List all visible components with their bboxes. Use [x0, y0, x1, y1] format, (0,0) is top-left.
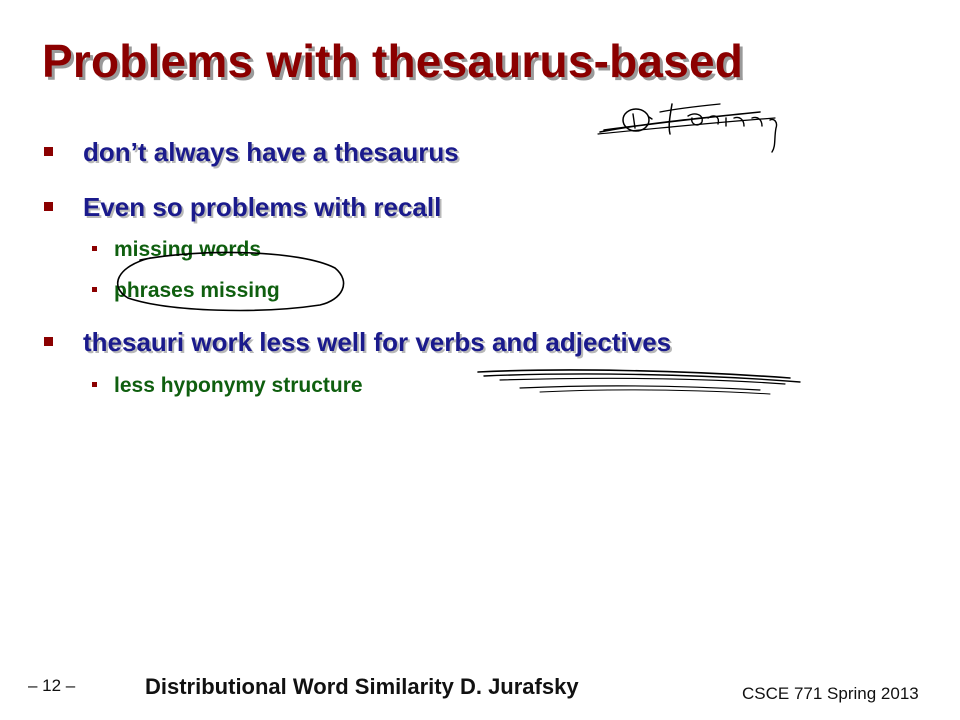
sub-bullet-item — [92, 279, 280, 303]
course-label: CSCE 771 Spring 2013 — [742, 684, 919, 703]
footer-title: Distributional Word Similarity D. Jurafsky — [145, 674, 579, 699]
square-bullet-icon — [44, 202, 53, 211]
sub-bullet-item — [92, 238, 261, 262]
square-bullet-icon — [44, 147, 53, 156]
sub-bullet-text: less hyponymy structure — [114, 374, 363, 397]
bullet-item — [44, 327, 671, 358]
bullet-text: thesauri work less well for verbs and adjectives — [83, 327, 672, 357]
sub-bullet-text: missing words — [114, 238, 262, 261]
slide-title: Problems with thesaurus-based — [42, 35, 744, 87]
bullet-text: Even so problems with recall — [83, 192, 442, 222]
sub-bullet-text: phrases missing — [114, 279, 280, 302]
square-bullet-icon — [44, 337, 53, 346]
square-bullet-icon — [92, 382, 97, 387]
sub-bullet-item — [92, 374, 363, 398]
page-number: – 12 – — [28, 676, 76, 695]
square-bullet-icon — [92, 246, 97, 251]
square-bullet-icon — [92, 287, 97, 292]
bullet-item — [44, 137, 459, 168]
bullet-item — [44, 192, 441, 223]
bullet-text: don’t always have a thesaurus — [83, 137, 459, 167]
